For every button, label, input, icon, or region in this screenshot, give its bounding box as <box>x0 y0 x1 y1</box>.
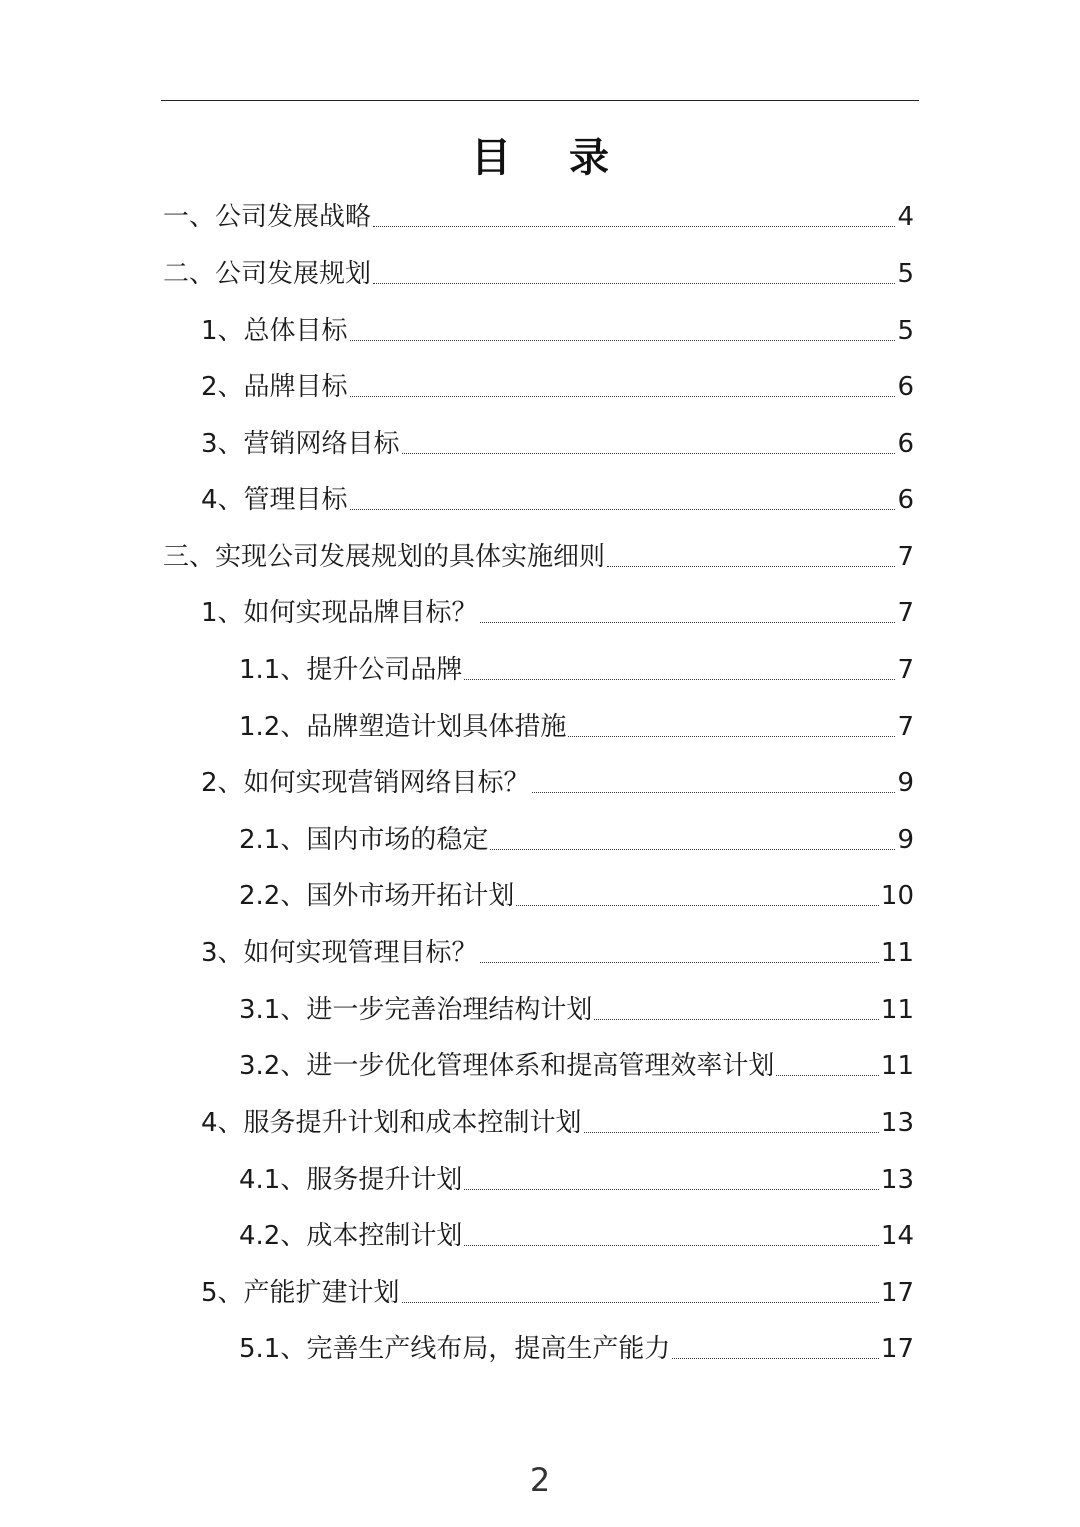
dot-leader <box>672 1358 879 1359</box>
dot-leader <box>480 962 879 963</box>
toc-entry-label: 1.2、品牌塑造计划具体措施 <box>239 712 567 742</box>
toc-entry[interactable] <box>201 308 914 348</box>
toc-entry-page: 10 <box>880 881 914 911</box>
toc-entry[interactable] <box>239 1043 914 1083</box>
toc-entry-label: 一、公司发展战略 <box>163 202 372 232</box>
toc-entry-label: 2.1、国内市场的稳定 <box>239 825 489 855</box>
dot-leader <box>402 453 896 454</box>
dot-leader <box>480 622 896 623</box>
toc-entry-page: 11 <box>880 1051 914 1081</box>
toc-entry-page: 6 <box>897 429 914 459</box>
toc-entry[interactable] <box>201 930 914 970</box>
toc-entry-page: 6 <box>897 372 914 402</box>
toc-entry[interactable] <box>239 1326 914 1366</box>
toc-entry-page: 7 <box>897 542 914 572</box>
toc-entry-page: 13 <box>880 1165 914 1195</box>
toc-entry-page: 4 <box>897 202 914 232</box>
toc-entry-page: 7 <box>897 598 914 628</box>
toc-entry[interactable] <box>239 1213 914 1253</box>
toc-entry[interactable] <box>163 194 914 234</box>
dot-leader <box>350 396 896 397</box>
toc-entry-label: 1、如何实现品牌目标？ <box>201 598 478 628</box>
dot-leader <box>594 1019 879 1020</box>
toc-entry-label: 1、总体目标 <box>201 316 348 346</box>
toc-entry[interactable] <box>201 760 914 800</box>
toc-entry-label: 二、公司发展规划 <box>163 259 372 289</box>
toc-entry-page: 14 <box>880 1221 914 1251</box>
dot-leader <box>464 1245 879 1246</box>
toc-entry[interactable] <box>239 1157 914 1197</box>
toc-entry[interactable] <box>201 1100 914 1140</box>
dot-leader <box>516 905 879 906</box>
toc-entry-label: 4.1、服务提升计划 <box>239 1165 463 1195</box>
toc-entry-label: 4、管理目标 <box>201 485 348 515</box>
toc-entry-label: 3、如何实现管理目标？ <box>201 938 478 968</box>
toc-entry-page: 9 <box>897 768 914 798</box>
dot-leader <box>350 340 896 341</box>
toc-entry-page: 6 <box>897 485 914 515</box>
toc-entry[interactable] <box>239 647 914 687</box>
toc-entry-label: 3.2、进一步优化管理体系和提高管理效率计划 <box>239 1051 775 1081</box>
toc-entry[interactable] <box>163 251 914 291</box>
dot-leader <box>776 1075 879 1076</box>
dot-leader <box>584 1132 879 1133</box>
toc-entry-label: 三、实现公司发展规划的具体实施细则 <box>163 542 606 572</box>
toc-entry-page: 7 <box>897 712 914 742</box>
toc-entry-page: 13 <box>880 1108 914 1138</box>
dot-leader <box>350 509 896 510</box>
toc-entry[interactable] <box>163 534 914 574</box>
toc-entry-page: 11 <box>880 938 914 968</box>
dot-leader <box>464 1189 879 1190</box>
toc-entry[interactable] <box>201 1270 914 1310</box>
toc-entry-label: 5.1、完善生产线布局，提高生产能力 <box>239 1334 671 1364</box>
toc-title: 目录 <box>471 135 667 181</box>
dot-leader <box>490 849 895 850</box>
dot-leader <box>373 226 895 227</box>
toc-entry-label: 4、服务提升计划和成本控制计划 <box>201 1108 582 1138</box>
toc-entry[interactable] <box>201 477 914 517</box>
toc-entry-label: 4.2、成本控制计划 <box>239 1221 463 1251</box>
dot-leader <box>464 679 895 680</box>
toc-entry-label: 2、如何实现营销网络目标？ <box>201 768 530 798</box>
toc-entry-label: 5、产能扩建计划 <box>201 1278 400 1308</box>
toc-entry[interactable] <box>201 590 914 630</box>
toc-entry-page: 11 <box>880 995 914 1025</box>
toc-entry-page: 9 <box>897 825 914 855</box>
toc-entry[interactable] <box>239 704 914 744</box>
toc-entry-page: 5 <box>897 259 914 289</box>
toc-entry-page: 17 <box>880 1334 914 1364</box>
page-number: 2 <box>529 1461 551 1499</box>
toc-entry-page: 17 <box>880 1278 914 1308</box>
dot-leader <box>607 566 895 567</box>
dot-leader <box>532 792 896 793</box>
toc-entry-page: 7 <box>897 655 914 685</box>
toc-entry[interactable] <box>201 421 914 461</box>
toc-entry[interactable] <box>239 817 914 857</box>
toc-entry-label: 3.1、进一步完善治理结构计划 <box>239 995 593 1025</box>
toc-entry-label: 3、营销网络目标 <box>201 429 400 459</box>
toc-entry[interactable] <box>201 364 914 404</box>
toc-entry-label: 2.2、国外市场开拓计划 <box>239 881 515 911</box>
dot-leader <box>402 1302 879 1303</box>
dot-leader <box>373 283 895 284</box>
toc-entry[interactable] <box>239 987 914 1027</box>
toc-entry[interactable] <box>239 873 914 913</box>
toc-entry-label: 2、品牌目标 <box>201 372 348 402</box>
dot-leader <box>568 736 895 737</box>
toc-entry-label: 1.1、提升公司品牌 <box>239 655 463 685</box>
toc-entry-page: 5 <box>897 316 914 346</box>
